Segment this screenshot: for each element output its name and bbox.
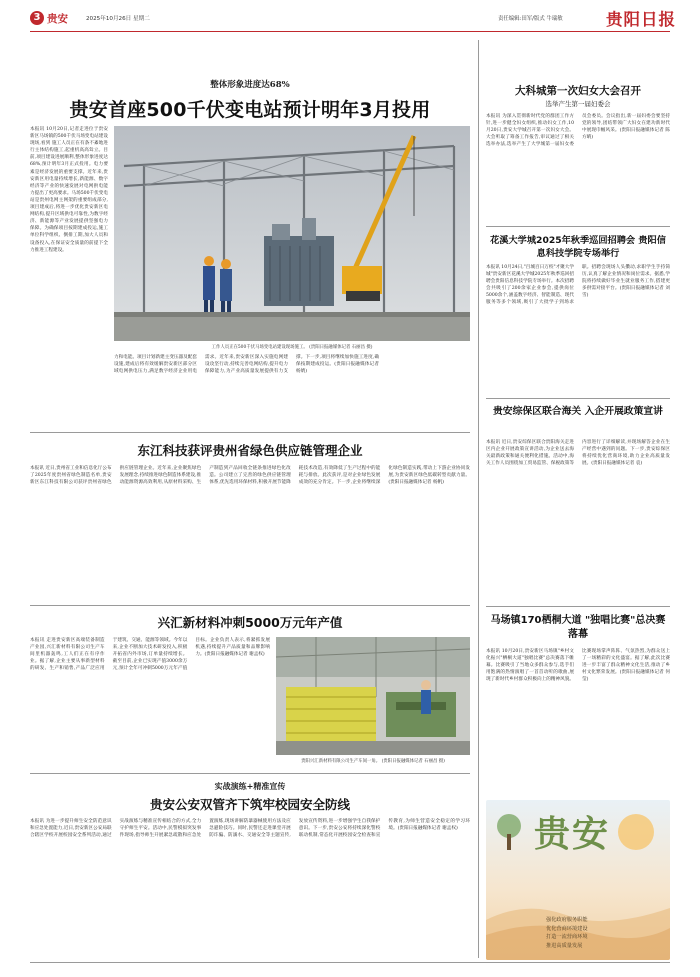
guizhou-text: 本报讯 近日,贵州省工业和信息化厅公布了2025年度贵州省绿色制造名单,贵安新区东江科技有限公司获评贵州省绿色供应链管理企业。近年来,企业聚焦绿色发展理念,持续推进绿色制造体系建设,推动能源资源高效利用,从原材料采购、生产制造到产品回收全链条推进绿色化改造。公司建立了完善的绿色供应链管理体系,优先选用环保材料,积极开展节能降耗技术改造,有效降低了生产过程中的能耗与排放。此次获评,是对企业绿色发展成效的充分肯定。下一步,企业将继续深化绿色制造实践,带动上下游企业协同发展,为贵安新区绿色低碳转型贡献力量。(贵阳日报融媒体记者 杨帆) [30, 466, 470, 486]
substation-construction-image [114, 126, 470, 341]
side4-text: 本报讯 10月20日,贵安新区马场镇"乡村文化振兴"栖桐大道"独唱比赛"总决赛落下帷幕。比赛吸引了当地众多群众参与,选手们用饱满的热情演唱了一首首动听的歌曲,展现了新时代乡村群众积极向上的精神风貌。比赛现场掌声阵阵、气氛热烈,为群众送上了一场精彩的文化盛宴。据了解,此次比赛进一步丰富了群众精神文化生活,推动了乡村文化繁荣发展。(贵阳日报融媒体记者 何莹) [486, 649, 670, 683]
side4-headline: 马场镇170栖桐大道 "独唱比赛"总决赛落幕 [490, 615, 666, 640]
side1-text: 本报讯 为深入贯彻新时代党的群团工作方针,进一步健全妇女组织,推动妇女工作,10月20日,贵安大学城召开第一次妇女大会。大会听取了筹备工作报告,审议通过了相关选举办法,选举产生了大学城第一届妇女委员会委员。会议指出,新一届妇委会要坚持党的领导,团结带领广大妇女在建功新时代中展现巾帼风采。(贵阳日报融媒体记者 陈方晴) [486, 114, 670, 148]
safety-headline: 贵安公安双管齐下筑牢校园安全防线 [149, 797, 350, 812]
factory-workshop-image [276, 637, 470, 755]
xingguang-caption-byline: (贵阳日报融媒体记者 石丽昌 摄) [381, 759, 445, 764]
newspaper-logo: 贵阳日报 [606, 10, 676, 29]
divider-1 [30, 432, 470, 433]
ad-slogan-4: 推进高质量发展 [546, 942, 583, 949]
xingguang-photo-caption [276, 758, 470, 764]
divider-3 [30, 773, 470, 774]
lead-photo [114, 126, 470, 341]
xingguang-caption-text: 贵阳兴汇新材料有限公司生产车间一角。 [301, 759, 381, 764]
lead-caption-byline: (贵阳日报融媒体记者 石丽昌 摄) [309, 345, 373, 350]
ad-slogans [546, 916, 664, 950]
xingguang-headline: 兴汇新材料冲刺5000万元年产值 [157, 615, 343, 630]
ad-box [486, 800, 670, 960]
side-divider-3 [486, 606, 670, 607]
page-header [0, 0, 700, 40]
ad-slogan-2: 优化营商环境建设 [546, 925, 588, 932]
side3-text: 本报讯 近日,贵安综保区联合贵阳海关走进区内企业开展政策宣讲活动,为企业送去海关最新政策和通关便利化措施。活动中,海关工作人员围绕加工贸易监管、保税政策等内容进行了详细解读,并现场解答企业在生产经营中遇到的问题。下一步,贵安综保区将持续优化营商环境,助力企业高质量发展。(贵阳日报融媒体记者 袁) [486, 440, 670, 467]
side3-headline: 贵安综保区联合海关 入企开展政策宣讲 [493, 406, 663, 417]
side2-headline: 花溪大学城2025年秋季巡回招聘会 贵阳信息科技学院专场举行 [490, 235, 666, 259]
tree-icon [494, 812, 524, 852]
lead-text-right: 力和电能。项目计划新建主变压器及配套设施,建成后将有效缓解贵安新区部分区域电网供电压力,满足数字经济企业用电需求。近年来,贵安新区深入实施电网建设攻坚行动,持续完善电网结构,提升电力保障能力,为产业高质量发展提供有力支撑。下一步,项目将继续加快施工进度,确保按期建成投运。(贵阳日报融媒体记者 杨婧) [114, 355, 379, 375]
side-divider-1 [486, 226, 670, 227]
lead-kicker: 整体形象进度达68% [210, 80, 290, 90]
page-number-badge: 3 [30, 11, 44, 25]
lead-headline: 贵安首座500千伏变电站预计明年3月投用 [69, 99, 431, 121]
divider-2 [30, 605, 470, 606]
xingguang-photo [276, 637, 470, 755]
side-divider-2 [486, 398, 670, 399]
side1-subhead: 选举产生第一届妇委会 [545, 100, 611, 108]
section-name: 贵安 [47, 13, 68, 25]
issue-date: 2025年10月26日 星期二 [86, 16, 150, 22]
side2-text: 本报讯 10月24日,"百城百日万校"才聚大学城"贵安新区花溪大学城2025年秋季巡回招聘会贵阳信息科技学院专场举行。本次招聘会共吸引了200余家企业参会,提供岗位5000余个,涵盖数字经济、智能制造、现代服务等多个领域,吸引了大批学子到场求职。招聘会现场人头攢动,求职学生手持简历,认真了解企业情况和岗位需求。据悉,学院将持续做好毕业生就业服务工作,搭建更多供需对接平台。(贵阳日报融媒体记者 刘雪) [486, 265, 670, 306]
lead-caption-text: 工作人员正在500千伏马场变电站建设现场施工。 [211, 345, 308, 350]
footer-divider [30, 962, 670, 963]
header-divider [30, 31, 670, 32]
lead-text-left: 本报讯 10月20日,记者走进位于贵安新区马场镇的500千伏马场变电站建设现场,看到 施工人员正在有条不紊地进行主体结构施工,起重机高高耸立。目前,项目建设进展顺利,整体形象进度达68%,预计明年3月正式投用。电力要素是经济发展的重要支撑。近年来,贵安新区用电量持续增长,新能源、数字经济等产业的快速发展对电网供电能力提出了更高要求。马场500千伏变电站是贵州电网主网架的重要组成部分,项目建成后,将进一步优化贵安新区电网结构,提升区域供电可靠性,为数字经济、新能源等产业发展提供坚强电力保障。为确保项目按期建成投运,施工单位科学组织、倒排工期,加大人员和设备投入,在保证安全质量的前提下全力推进工程建设。 [30, 127, 108, 253]
guizhou-headline: 东江科技获评贵州省绿色供应链管理企业 [137, 443, 363, 458]
ad-title: 贵安 [534, 813, 611, 855]
ad-slogan-3: 打造一流营商环境 [546, 934, 588, 940]
side1-headline: 大科城第一次妇女大会召开 [515, 85, 641, 97]
xingguang-text: 本报讯 走进贵安新区高端装备制造产业园,兴汇新材料有限公司生产车间里机器轰鸣,工人们正在有序作业。据了解,企业主要从事新型材料的研发、生产和销售,产品广泛应用于建筑、交通、能源等领域。今年以来,企业不断加大技术研发投入,积极开拓省内外市场,订单量持续增长。截至目前,企业已实现产值3000余万元,预计全年可冲刺5000万元年产值目标。企业负责人表示,将紧抓发展机遇,持续提升产品质量和品牌影响力。(贵阳日报融媒体记者 谢孟权) [30, 638, 270, 672]
lead-photo-caption [114, 344, 470, 350]
safety-text: 本报讯 为进一步提升师生安全防范意识和应急处置能力,近日,贵安新区公安局联合辖区学校开展校园安全系列活动,通过实战演练与精准宣传相结合的方式,全力守护师生平安。活动中,民警模拟突发事件现场,指导师生开展紧急疏散和应急处置演练,现场讲解防暴器械使用方法及应急避险技巧。同时,民警还走进课堂开展防诈骗、防溺水、交通安全等主题宣传,发放宣传资料,进一步增强学生自我保护意识。下一步,贵安公安将持续深化警校联动机制,常态化开展校园安全检查和宣传教育,为师生营造安全稳定的学习环境。(贵阳日报融媒体记者 谢孟权) [30, 819, 470, 839]
editor-credits: 责任编辑:田军/版式 牛瑞敏 [498, 16, 563, 22]
column-divider [478, 40, 479, 958]
ad-slogan-1: 强化政府服务职能 [546, 917, 588, 923]
safety-kicker: 实战演练+精准宣传 [214, 781, 286, 791]
